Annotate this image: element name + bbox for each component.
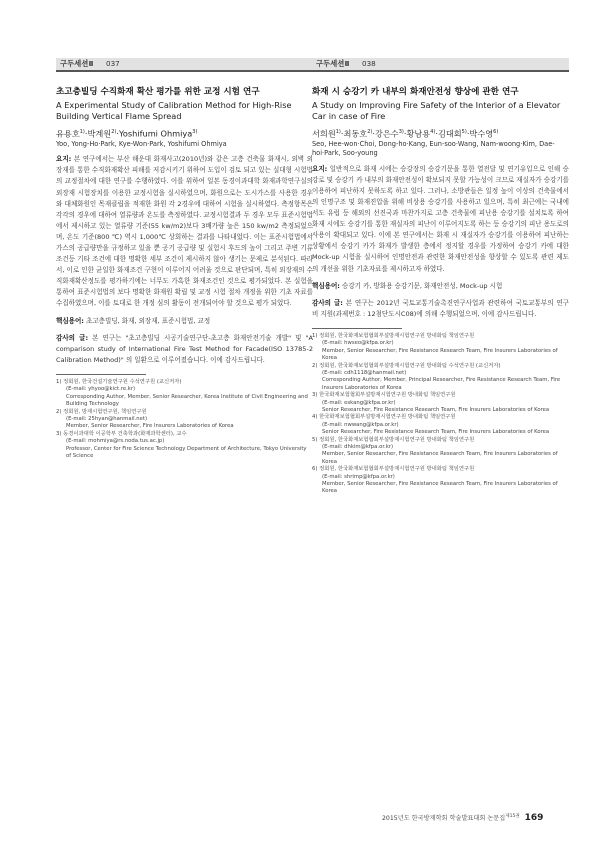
right-article (312, 58, 569, 496)
footnote-email: (E-mail: hwseo@kfpa.or.kr) (322, 340, 394, 347)
footnotes (312, 333, 569, 496)
authors-korean: 서희원$^{1)}$·최동호$^{2)}$·강은수$^{3)}$·황남용$^{4)}$·김대회$^{5)}$·박수영$^{6)}$ (312, 128, 499, 139)
acknowledgement (56, 333, 313, 366)
footnote-lead: 4) 한국화재보험협회부설방재시험연구원 방내화팀 책임연구원 (312, 414, 456, 421)
author-name: 유용호 (56, 128, 80, 139)
footnote-divider (56, 374, 146, 375)
author-name: 박수영 (469, 128, 494, 139)
footnote-affiliation: Senior Researcher, Fire Resistance Research Team, Fire Insurers Laboratories of Korea (322, 407, 550, 414)
session-number: 037 (106, 59, 120, 68)
acknowledgement-text: 본 연구는 2012년 국토교통기술촉진연구사업과 관련하여 국토교통부의 연구비 지원(과제번호 : 12첨단도시C08)에 의해 수행되었으며, 이에 감사드립니다. (312, 298, 569, 318)
session-header (312, 58, 569, 72)
footnote-email: (E-mail: yhyoo@kict.re.kr) (66, 386, 136, 393)
footnote-affiliation: Member, Senior Researcher, Fire Resistance Research Team, Fire Insurers Laboratories of Korea (322, 347, 558, 362)
abstract (312, 164, 569, 275)
footnote-lead: 2) 정회원, 방재시험연구원, 책임연구원 (56, 408, 147, 415)
acknowledgement (312, 298, 569, 320)
article-title-korean: 초고층빌딩 수직화재 확산 평가를 위한 교정 시험 연구 (56, 87, 260, 97)
footnote-lead: 1) 정회원, 한국건설기술연구원 수석연구원 (교신저자) (56, 378, 182, 385)
abstract-label: 요지: (312, 164, 328, 173)
footnote-email: (E-mail: cdh1118@hanmail.net) (322, 369, 407, 376)
footnote-email: (E-mail: mohmiya@rs.noda.tus.ac.jp) (66, 438, 165, 445)
footnote-email: (E-mail: eskang@kfpa.or.kr) (322, 399, 396, 406)
author-note-mark: 3) (398, 129, 404, 135)
abstract (56, 154, 313, 309)
footnote-divider (312, 328, 402, 329)
authors-english: Yoo, Yong-Ho·Park, Kye-Won·Park, Yoshifumi Ohmiya (56, 139, 227, 148)
author-note-mark: 1) (335, 129, 341, 135)
footnote-lead: 3) 동경이과대학 이공학부 건축학과(화재과학센터), 교수 (56, 430, 187, 437)
footnotes (56, 379, 313, 460)
keywords-text: 승강기 카, 방화용 승강기문, 화재안전성, Mock-up 시험 (342, 281, 503, 290)
keywords-label: 핵심용어: (56, 316, 84, 325)
author-name: Yoshifumi Ohmiya (118, 128, 193, 139)
session-label: 구두세션Ⅱ (316, 59, 350, 68)
abstract-text: 본 연구에서는 부산 해운대 화재사고(2010년)와 같은 고층 건축물 화재시, 외벽 외장재를 통한 수직화재확산 피해를 저감시키기 위하여 도입이 검토 되고 있는 실대형 시험법의 교정절차에 대한 연구를 수행하였다. 이를 위하여 일본 동경이과대학 화재과학연구실의 외장재 시험장치를 이용한 교정시험을 실시하였으며, 화원으로는 도시가스를 사용한 경우와 대체화원인 목재클립을 적재한 화원 각 2경우에 대하여 시험을 실시하였다. 측정항목은 각각의 경우에 대하여 열류량과 온도를 측정하였다. 교정시험결과 두 경우 모두 표준시험법에서 제시하고 있는 열류량 기준(55 kw/m2)보다 3배가량 높은 150 kw/m2 측정되었으며, 온도 기준(800 ℃) 역시 1,000℃ 상회하는 결과를 나타내었다. 이는 표준시험법에서 가스의 공급량만을 규정하고 있을 뿐 공기 공급량 및 실험시 후드의 높이 그리고 주변 기류 조건등 기타 조건에 대한 명확한 세부 조건이 제시하지 않아 생기는 문제로 분석된다. 따라서, 이로 인한 균일한 화재조건 구현이 이루어지 어려울 것으로 판단되며, 특히 외장재의 수직화재확산정도를 평가하기에는 너무도 가혹한 화재조건인 것으로 평가되었다. 본 실험을 통하여 표준시험법의 보다 명확한 화재원 확립 및 교정 시험 절차 개정을 위한 기초 자료를 수집하였으며, 이를 토대로 한 개정 심의 활동이 전개되어야 할 것으로 평가 되었다. (56, 155, 313, 308)
keywords-label: 핵심용어: (312, 281, 340, 290)
proceedings-title: 2015년도 한국방재학회 학술발표대회 논문집 (382, 815, 506, 823)
keywords (312, 281, 569, 292)
footnote-affiliation: Corresponding Author, Member, Principal Researcher, Fire Resistance Research Team, Fire Insurers Laboratories of Korea (322, 377, 561, 391)
footnote-lead: 3) 한국화재보험협회부설방재시험연구원 방내화팀 책임연구원 (312, 392, 456, 399)
author-note-mark: 6) (493, 129, 499, 135)
footnote-email: (E-mail: nwwang@kfpa.or.kr) (322, 421, 399, 428)
article-title-english: A Experimental Study of Calibration Method for High-Rise Building Vertical Flame Spread (56, 100, 292, 121)
footnote-affiliation: Member, Senior Researcher, Fire Insurers Laboratories of Korea (66, 423, 234, 430)
article-title-korean: 화재 시 승강기 카 내부의 화재안전성 향상에 관한 연구 (312, 87, 519, 97)
footnote-affiliation: Senior Researcher, Fire Resistance Research Team, Fire Insurers Laboratories of Korea (322, 429, 550, 436)
session-header (56, 58, 313, 72)
author-name: 박계원 (87, 128, 112, 139)
keywords-text: 초고층빌딩, 화재, 외장재, 표준시험법, 교정 (86, 316, 211, 325)
author-note-mark: 5) (461, 129, 467, 135)
footnote-lead: 6) 정회원, 한국화재보험협회부설방재시험연구원 방내화팀 책임연구원 (312, 466, 475, 473)
acknowledgement-label: 감사의 글: (56, 333, 89, 342)
authors-korean: 유용호$^{1)}$·박계원$^{2)}$·Yoshifumi Ohmiya$^{3)}$ (56, 128, 198, 139)
footnote-lead: 2) 정회원, 한국화재보험협회부설방재시험연구원 방내화팀 수석연구원 (교신저자) (312, 362, 501, 369)
author-note-mark: 2) (111, 129, 117, 135)
acknowledgement-text: 본 연구는 "초고층빌딩 시공기술연구단-초고층 화재안전기술 개발" 및 "A comparison study of International Fire Test Method for Facade(ISO 13785-2 Calibration Method)" 의 일환으로 이루어졌습니다. 이에 감사드립니다. (56, 333, 313, 364)
keywords (56, 316, 313, 327)
author-note-mark: 4) (430, 129, 436, 135)
session-number: 038 (362, 59, 376, 68)
acknowledgement-label: 감사의 글: (312, 298, 343, 307)
author-note-mark: 2) (367, 129, 373, 135)
author-name: 김대회 (437, 128, 462, 139)
author-name: 강은수 (374, 128, 399, 139)
abstract-text: 일반적으로 화재 시에는 승강장의 승강기문을 통한 열전달 및 연기유입으로 인해 승강로 및 승강기 카 내부의 화재안전성이 확보되지 못할 가능성이 크므로 재실자가 승강기를 이용하여 피난하지 못하도록 하고 있다. 그러나, 소방관들은 일정 높이 이상의 건축물에서의 인명구조 및 화재진압을 위해 비상용 승강기를 사용하고 있으며, 특히 최근에는 국내에서도 유럽 등 해외의 선진국과 마찬가지로 고층 건축물에 피난용 승강기를 설치토록 하여 화재 시에도 승강기를 통한 재실자의 피난이 이루어지도록 하는 등 승강기의 피난 용도로의 사용이 확대되고 있다. 이에 본 연구에서는 화재 시 재실자가 승강기를 이용하여 피난하는 상황에서 승강기 카가 화재가 발생한 층에서 정지할 경우를 가정하여 승강기 카에 대한 Mock-up 시험을 실시하여 인명안전과 관련한 화재안전성을 향상할 수 있도록 관련 제도의 개선을 위한 기초자료를 제시하고자 하였다. (312, 164, 569, 273)
abstract-label: 요지: (56, 155, 72, 164)
left-article (56, 58, 313, 460)
footnote-affiliation: Corresponding Author, Member, Senior Researcher, Korea Institute of Civil Engineering and Building Technology (66, 393, 308, 408)
session-label: 구두세션Ⅱ (60, 59, 94, 68)
authors-english: Seo, Hee-won·Choi, Dong-ho·Kang, Eun-soo·Wang, Nam-woong·Kim, Dae-hoi·Park, Soo-young (312, 139, 555, 158)
footnote-affiliation: Professor, Center for Fire Science Technology Department of Architecture, Tokyo University of Science (66, 445, 307, 459)
footnote-email: (E-mail: 25hyan@hanmail.net) (66, 415, 148, 422)
footnote-affiliation: Member, Senior Researcher, Fire Resistance Research Team, Fire Insurers Laboratories of Korea (322, 451, 558, 465)
author-name: 최동호 (343, 128, 368, 139)
author-name: 황남용 (406, 128, 431, 139)
author-note-mark: 3) (192, 129, 198, 135)
volume-mark: 제15권 (505, 814, 520, 819)
footnote-email: (E-mail: shrimp@kfpa.or.kr) (322, 473, 395, 480)
page-number: 169 (524, 813, 544, 824)
author-note-mark: 1) (79, 129, 85, 135)
footnote-email: (E-mail: dhkim@kfpa.or.kr) (322, 444, 394, 451)
footnote-lead: 1) 정회원, 한국화재보험협회부설방재시험연구원 방내화팀 책임연구원 (312, 332, 475, 339)
article-title-english: A Study on Improving Fire Safety of the Interior of a Elevator Car in case of Fire (312, 100, 561, 121)
author-name: 서희원 (312, 128, 336, 139)
page-footer (382, 813, 548, 823)
footnote-lead: 5) 정회원, 한국화재보험협회부설방재시험연구원 방내화팀 책임연구원 (312, 436, 475, 443)
footnote-affiliation: Member, Senior Researcher, Fire Resistance Research Team, Fire Insurers Laboratories of Korea (322, 481, 558, 495)
